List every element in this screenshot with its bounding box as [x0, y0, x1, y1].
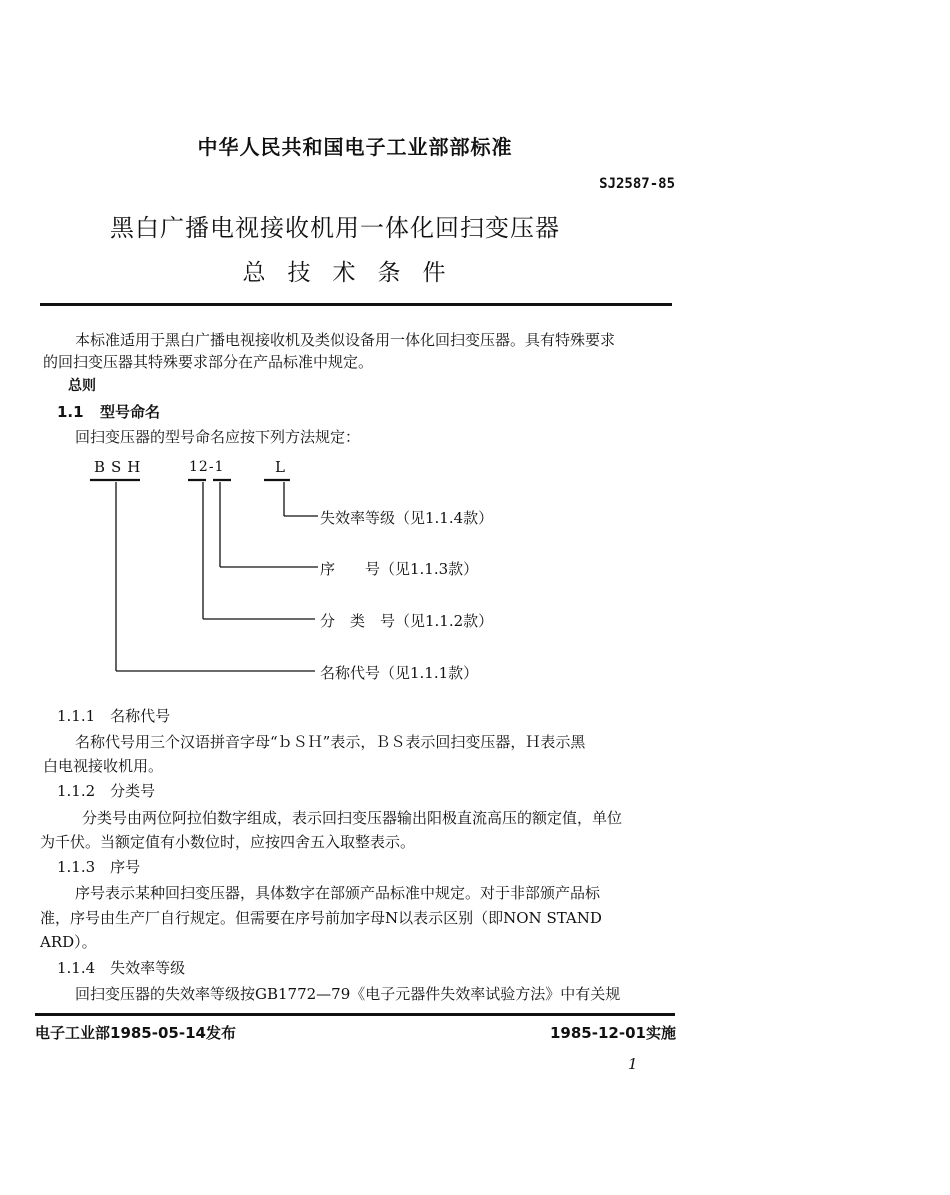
code-bsh: BSH — [94, 458, 147, 476]
section-1-1-1-heading: 1.1.1 名称代号 — [57, 707, 171, 725]
section-1-1-4-line-1: 回扫变压器的失效率等级按GB1772—79《电子元器件失效率试验方法》中有关规 — [75, 985, 621, 1003]
section-1-1-number: 1.1 — [57, 403, 84, 421]
section-1-1-2-line-2: 为千伏。当额定值有小数位时，应按四舍五入取整表示。 — [40, 833, 416, 851]
document-title: 黑白广播电视接收机用一体化回扫变压器 — [110, 214, 560, 242]
label-name-code: 名称代号（见1.1.1款） — [320, 664, 479, 682]
code-number: 12-1 — [189, 459, 225, 475]
section-1-1-3-line-1: 序号表示某种回扫变压器，具体数字在部颁产品标准中规定。对于非部颁产品标 — [75, 884, 601, 902]
section-1-1-1-line-1: 名称代号用三个汉语拼音字母“ｂＳＨ”表示，ＢＳ表示回扫变压器，Ｈ表示黑 — [75, 733, 586, 751]
section-1-1-title: 型号命名 — [100, 403, 161, 421]
page-number: 1 — [628, 1055, 638, 1073]
general-heading: 总则 — [68, 378, 96, 394]
label-class: 分 类 号（见1.1.2款） — [320, 612, 494, 630]
intro-line-2: 的回扫变压器其特殊要求部分在产品标准中规定。 — [43, 353, 374, 371]
section-1-1-2-line-1: 分类号由两位阿拉伯数字组成，表示回扫变压器输出阳极直流高压的额定值，单位 — [82, 809, 623, 827]
section-1-1-4-heading: 1.1.4 失效率等级 — [57, 959, 186, 977]
label-sequence: 序 号（见1.1.3款） — [320, 560, 479, 578]
section-1-1-3-line-2: 准，序号由生产厂自行规定。但需要在序号前加字母N以表示区别（即NON STAND — [40, 909, 602, 927]
code-l: L — [275, 458, 287, 476]
section-1-1-1-line-2: 白电视接收机用。 — [43, 757, 164, 775]
label-failure-rate: 失效率等级（见1.1.4款） — [320, 509, 494, 527]
intro-line-1: 本标准适用于黑白广播电视接收机及类似设备用一体化回扫变压器。具有特殊要求 — [75, 331, 616, 349]
issue-date: 电子工业部1985-05-14发布 — [35, 1024, 236, 1042]
section-1-1-3-line-3: ARD）。 — [40, 933, 97, 951]
section-1-1-text: 回扫变压器的型号命名应按下列方法规定： — [75, 428, 361, 446]
effective-date: 1985-12-01实施 — [550, 1024, 676, 1042]
document-subtitle: 总技术条件 — [242, 260, 468, 286]
standard-body-title: 中华人民共和国电子工业部部标准 — [197, 135, 513, 159]
section-1-1-3-heading: 1.1.3 序号 — [57, 858, 141, 876]
footer-divider — [35, 1013, 675, 1016]
standard-code: SJ2587-85 — [599, 176, 675, 192]
section-1-1-2-heading: 1.1.2 分类号 — [57, 782, 156, 800]
